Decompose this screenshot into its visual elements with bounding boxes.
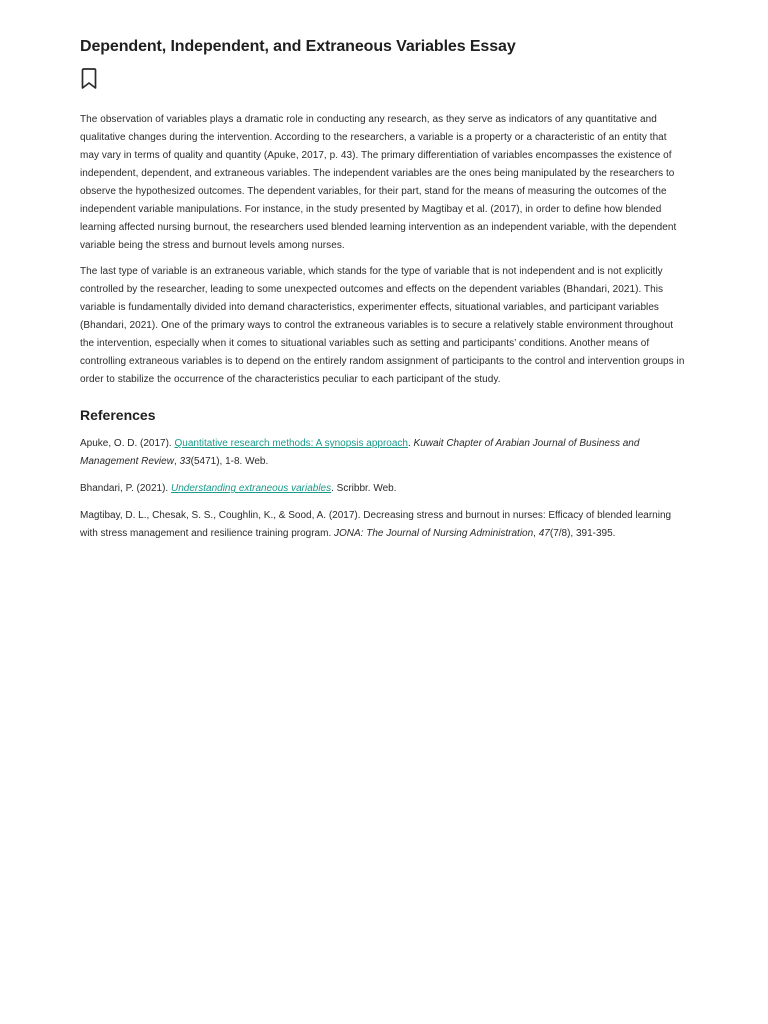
reference-rest: (7/8), 391-395. bbox=[549, 528, 616, 539]
reference-journal: Kuwait Chapter of Arabian Journal of Business and Management Review bbox=[80, 438, 640, 467]
reference-item bbox=[80, 507, 688, 543]
essay-paragraph: The observation of variables plays a dramatic role in conducting any research, as they serve as indicators of any quantitative and qualitative changes during the intervention. According to the researchers, a variable is a property or a characteristic of an entity that may vary in terms of quality and quantity (Apuke, 2017, p. 43). The primary differentiation of variables encompasses the existence of independent, dependent, and extraneous variables. The independent variables are the ones being manipulated by the researchers to observe the hypothesized outcomes. The dependent variables, for their part, stand for the means of measuring the outcomes of the independent variable manipulations. For instance, in the study presented by Magtibay et al. (2017), in order to define how blended learning affected nursing burnout, the researchers used blended learning intervention as an independent variable, with the dependent variable being the stress and burnout levels among nurses. bbox=[80, 114, 677, 251]
reference-journal: JONA: The Journal of Nursing Administration bbox=[334, 528, 534, 539]
references-heading: References bbox=[80, 407, 156, 423]
reference-authors: Apuke, O. D. (2017). bbox=[80, 438, 175, 449]
reference-volume: 47 bbox=[538, 528, 550, 539]
page-title: Dependent, Independent, and Extraneous Variables Essay bbox=[80, 38, 516, 55]
bookmark-button[interactable] bbox=[80, 68, 98, 90]
reference-rest: (5471), 1-8. Web. bbox=[190, 456, 269, 467]
reference-authors: Magtibay, D. L., Chesak, S. S., Coughlin, K., & Sood, A. (2017). Decreasing stress and burnout in nurses: Efficacy of blended learning with stress management and resilience training program. bbox=[80, 510, 672, 539]
bookmark-icon bbox=[80, 68, 98, 90]
reference-separator: . bbox=[407, 438, 414, 449]
reference-item bbox=[80, 435, 688, 471]
reference-authors: Bhandari, P. (2021). bbox=[80, 483, 171, 494]
reference-separator: , bbox=[173, 456, 180, 467]
reference-item bbox=[80, 480, 688, 498]
reference-rest: . Scribbr. Web. bbox=[331, 483, 397, 494]
reference-volume: 33 bbox=[179, 456, 191, 467]
reference-separator: , bbox=[533, 528, 539, 539]
reference-link[interactable]: Understanding extraneous variables bbox=[171, 483, 332, 494]
reference-link[interactable]: Quantitative research methods: A synopsis approach bbox=[174, 438, 408, 449]
essay-paragraph: The last type of variable is an extraneous variable, which stands for the type of variable that is not independent and is not explicitly controlled by the researcher, leading to some unexpected outcomes and effects on the dependent variables (Bhandari, 2021). This variable is fundamentally divided into demand characteristics, experimenter effects, situational variables, and participant variables (Bhandari, 2021). One of the primary ways to control the extraneous variables is to secure a relatively stable environment throughout the intervention, especially when it comes to situational variables such as setting and participants’ conditions. Another means of controlling extraneous variables is to depend on the entirely random assignment of participants to the control and intervention groups in order to stabilize the occurrence of the characteristics peculiar to each participant of the study. bbox=[80, 266, 685, 385]
